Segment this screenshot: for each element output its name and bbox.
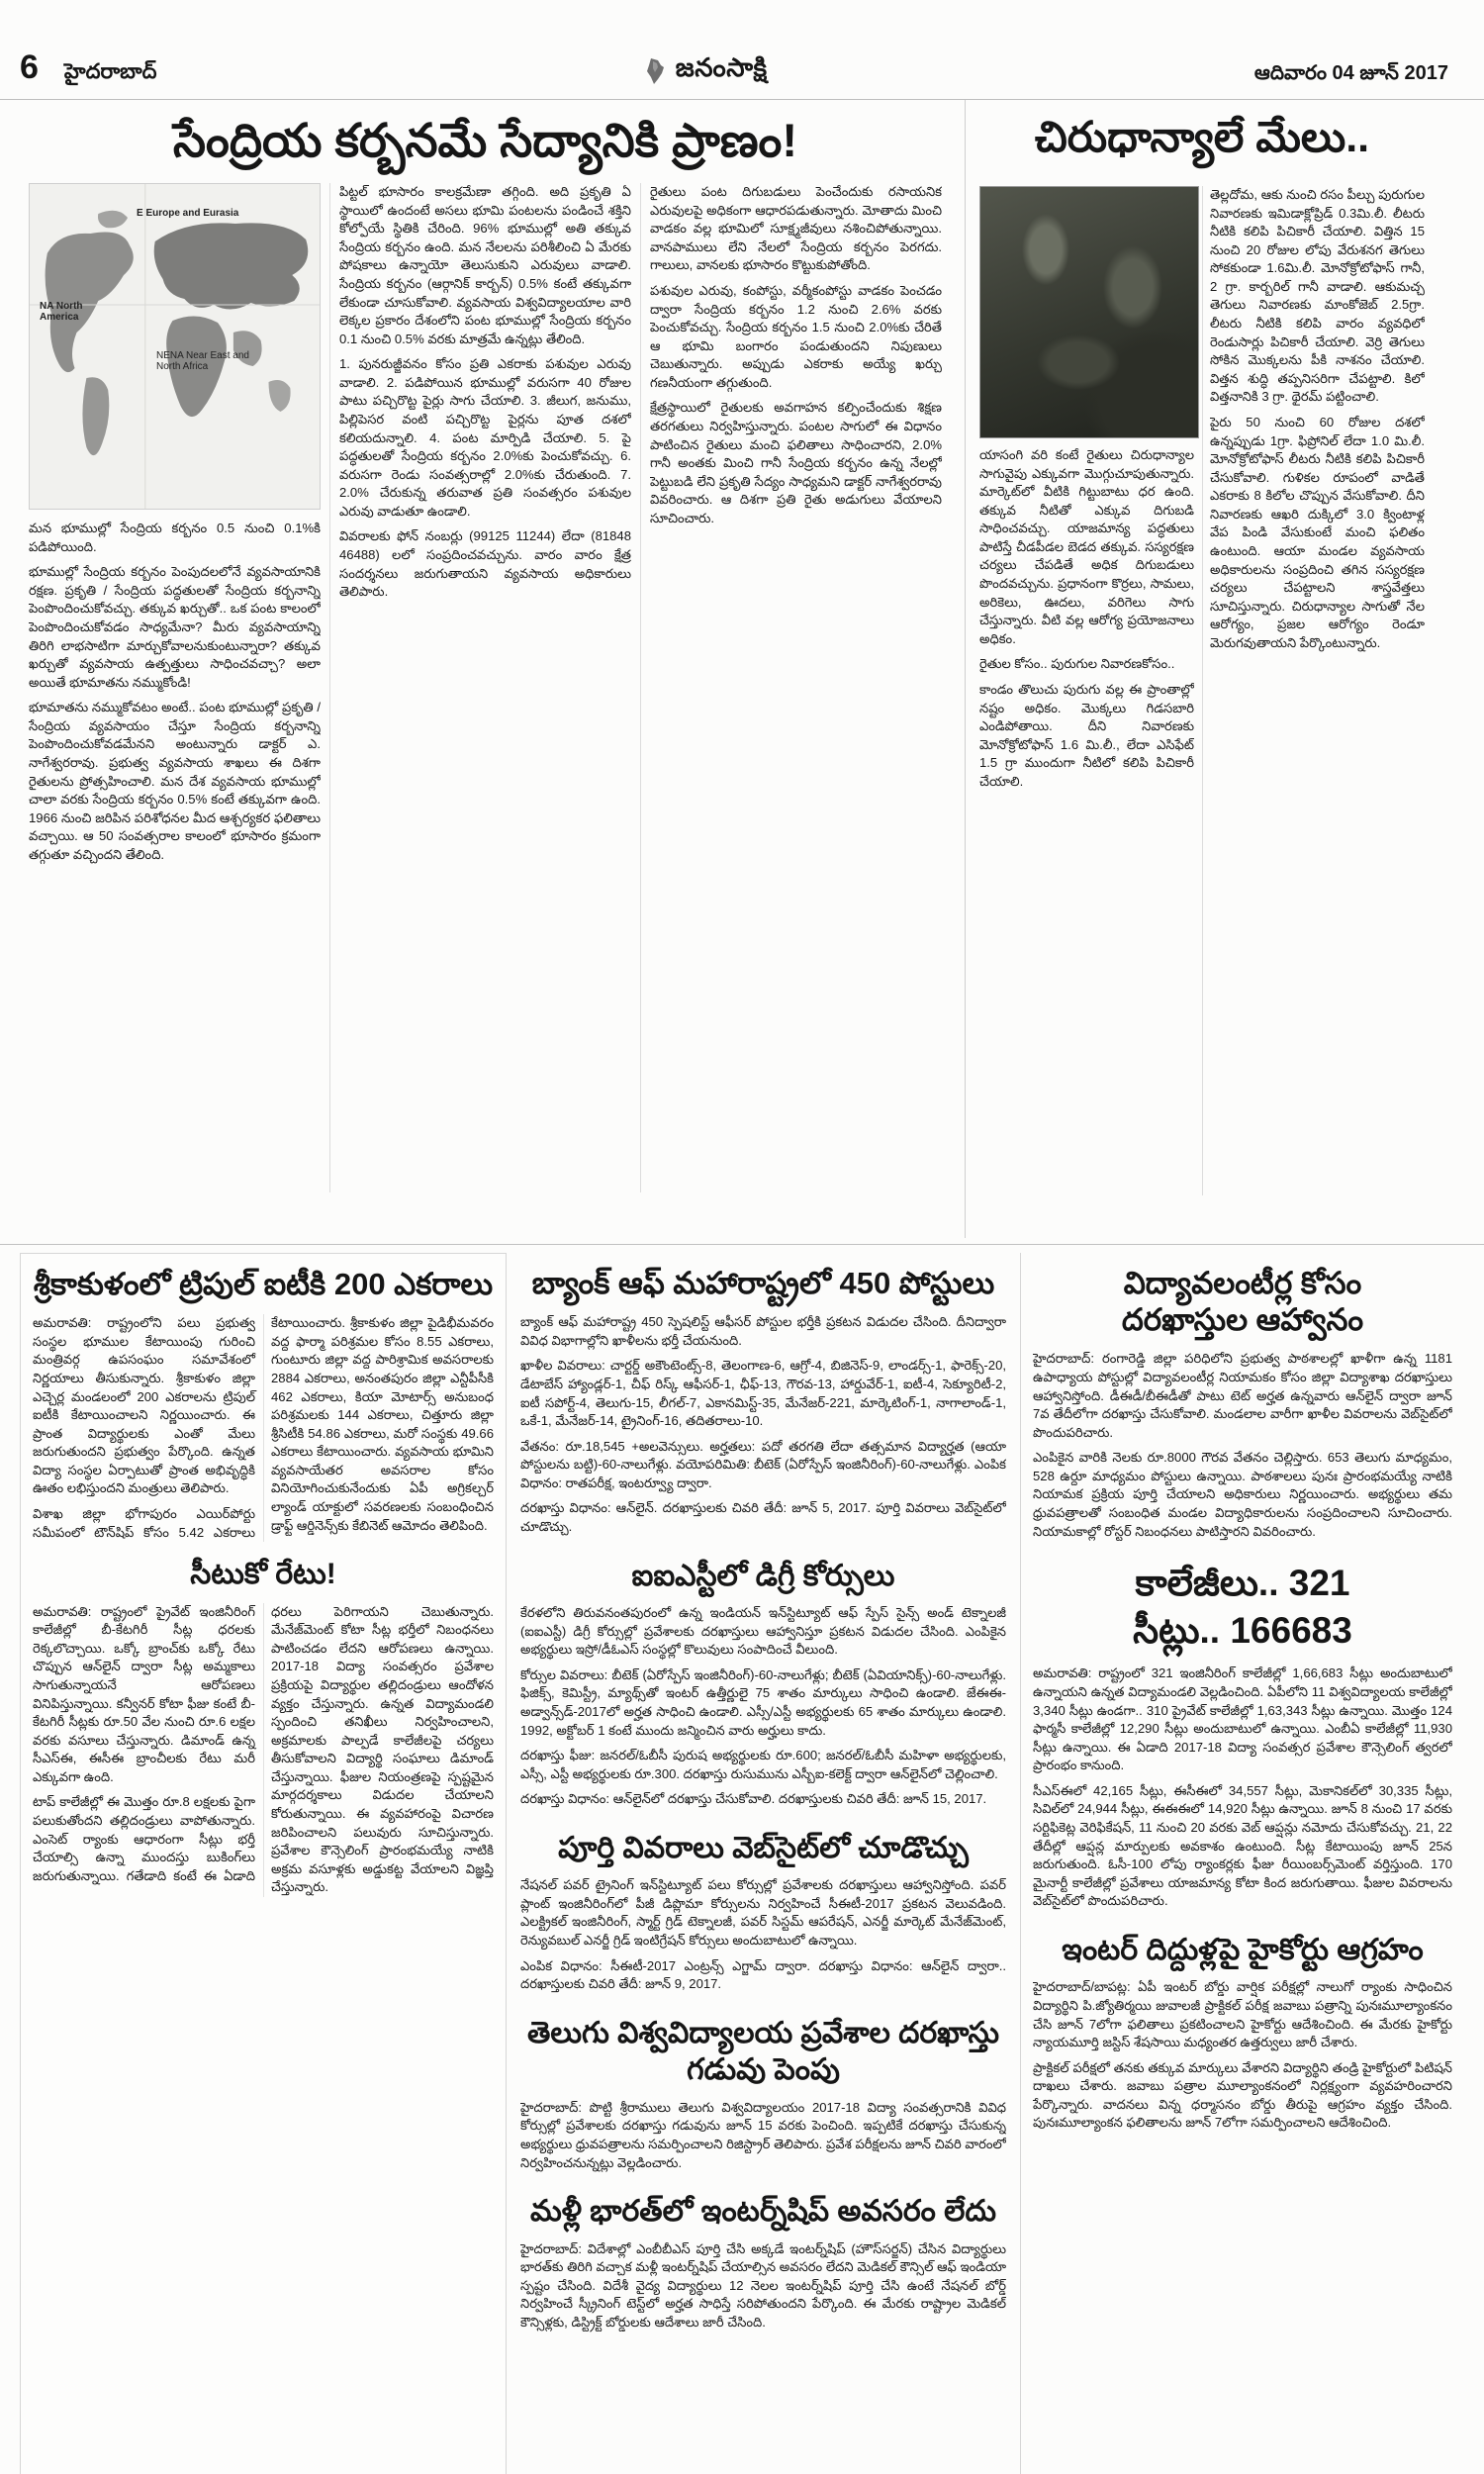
article-headline: మళ్లీ భారత్‌లో ఇంటర్న్‌షిప్ అవసరం లేదు [529,2195,997,2229]
article-body [520,2099,1006,2179]
paragraph: మన భూముల్లో సేంద్రియ కర్బనం 0.5 నుంచి 0.1%కి పడిపోయింది. [29,521,321,554]
article-organic-carbon [20,100,965,1238]
article-body [520,2240,1006,2339]
paragraph: పైరు 50 నుంచి 60 రోజుల దశలో ఉన్నప్పుడు 1గ్రా. ఫిప్రోనిల్ లేదా 1.0 మి.లీ. మోనోక్రోటోఫాస్ లీటరు నీటికి కలిపి పిచికారీ చేసుకోవాలి. గుళికల రూపంలో వాడితే ఎకరాకు 8 కిలోల చొప్పున వేసుకోవాలి. దీని నివారణకు ఆఖరి దుక్కిలో 3.0 క్వింటాళ్ల వేప పిండి వేసుకుంటే మంచి ఫలితం ఉంటుంది. ఆయా మండల వ్యవసాయ అధికారులను సంప్రదించి తగిన సస్యరక్షణ చర్యలు చేపట్టాలని శాస్త్రవేత్తలు సూచిస్తున్నారు. చిరుధాన్యాల సాగుతో నేల ఆరోగ్యం, ప్రజల ఆరోగ్యం రెండూ మెరుగవుతాయని పేర్కొంటున్నారు. [1210,414,1425,650]
article-column-1 [20,183,329,1192]
article-headline: బ్యాంక్ ఆఫ్ మహారాష్ట్రలో 450 పోస్టులు [531,1266,995,1300]
article-headline-line2: సీట్లు.. 166683 [1133,1610,1352,1652]
article-body [520,1876,1006,2000]
paragraph: నేషనల్ పవర్ ట్రైనింగ్ ఇన్‌స్టిట్యూట్ పలు కోర్సుల్లో ప్రవేశాలకు దరఖాస్తులు ఆహ్వానిస్తోంది. పవర్ ప్లాంట్ ఇంజినీరింగ్‌లో పీజీ డిప్లొమా కోర్సులను నిర్వహించే సీఈటీ-2017 ప్రకటన వెలువడింది. ఎలక్ట్రికల్ ఇంజినీరింగ్, స్మార్ట్ గ్రిడ్ టెక్నాలజీ, పవర్ సిస్టమ్ ఆపరేషన్, ఎనర్జీ మార్కెట్ మేనేజ్‌మెంట్, రెన్యువబుల్ ఎనర్జీ గ్రిడ్ ఇంటిగ్రేషన్ కోర్సులు అందుబాటులో ఉన్నాయి. [520,1877,1006,1949]
article-body-col2 [1210,186,1425,659]
article-headline: ఐఐఎస్టీలో డిగ్రీ కోర్సులు [631,1559,895,1592]
paragraph: సీఎస్ఈలో 42,165 సీట్లు, ఈసీఈలో 34,557 సీట్లు, మెకానికల్‌లో 30,335 సీట్లు, సివిల్‌లో 24,944 సీట్లు, ఈఈఈలో 14,920 సీట్లు ఉన్నాయి. జూన్ 8 నుంచి 17 వరకు సర్టిఫికెట్ల వెరిఫికేషన్, 11 నుంచి 20 వరకు వెబ్ ఆప్షన్లు నమోదు చేసుకోవచ్చు. 21, 22 తేదీల్లో ఆప్షన్ల మార్పులకు అవకాశం ఉంటుంది. సీట్ల కేటాయింపు జూన్ 25న జరుగుతుంది. ఓసీ-100 లోపు ర్యాంకర్లకు ఫీజు రీయింబర్స్‌మెంట్ వర్తిస్తుంది. 170 మైనార్టీ కాలేజీల్లో ప్రవేశాలు యాజమాన్య కోటా కింద జరుగుతాయి. ఫీజుల వివరాలను వెబ్‌సైట్‌లో పొందుపరిచారు. [1033,1782,1452,1909]
newspaper-name: జనంసాక్షి [675,52,768,82]
millet-crop-photo [979,186,1199,438]
map-label-north-america: NA North America [40,301,83,324]
paragraph: హైదరాబాద్: రంగారెడ్డి జిల్లా పరిధిలోని ప్రభుత్వ పాఠశాలల్లో ఖాళీగా ఉన్న 1181 ఉపాధ్యాయ పోస్టుల్లో విద్యావలంటీర్ల నియామకం కోసం జిల్లా విద్యాశాఖ దరఖాస్తులు ఆహ్వానిస్తోంది. డీఈడీ/బీఈడీతో పాటు టెట్ అర్హత ఉన్నవారు ఆన్‌లైన్ ద్వారా జూన్ 7వ తేదీలోగా దరఖాస్తు చేసుకోవాలి. మండలాల వారీగా ఖాళీల వివరాలను వెబ్‌సైట్‌లో పొందుపరిచారు. [1033,1351,1452,1440]
article-internship [520,2193,1006,2338]
article-headline: తెలుగు విశ్వవిద్యాలయ ప్రవేశాల దరఖాస్తు గడువు పెంపు [526,2016,999,2087]
article-body [520,1604,1006,1816]
paragraph: టాప్ కాలేజీల్లో ఈ మొత్తం రూ.8 లక్షలకు పైగా పలుకుతోందని తల్లిదండ్రులు వాపోతున్నారు. ఎంసెట్ ర్యాంకు ఆధారంగా సీట్లు భర్తీ చేయాల్సి ఉన్నా ముందస్తు బుకింగ్‌లు జరుగుతున్నాయి. గతేడాది కంటే ఈ ఏడాది ధరలు పెరిగాయని చెబుతున్నారు. మేనేజ్‌మెంట్ కోటా సీట్ల భర్తీలో నిబంధనలు పాటించడం లేదని ఆరోపణలు ఉన్నాయి. 2017-18 విద్యా సంవత్సరం ప్రవేశాల ప్రక్రియపై విద్యార్థుల తల్లిదండ్రులు ఆందోళన వ్యక్తం చేస్తున్నారు. ఉన్నత విద్యామండలి స్పందించి తనిఖీలు నిర్వహించాలని, అక్రమాలకు పాల్పడే కాలేజీలపై చర్యలు తీసుకోవాలని విద్యార్థి సంఘాలు డిమాండ్ చేస్తున్నాయి. ఫీజుల నియంత్రణపై స్పష్టమైన మార్గదర్శకాలు విడుదల చేయాలని కోరుతున్నాయి. ఈ వ్యవహారంపై విచారణ జరిపించాలని పలువురు సూచిస్తున్నారు. ప్రవేశాల కౌన్సెలింగ్ ప్రారంభమయ్యే నాటికి అక్రమ వసూళ్లకు అడ్డుకట్ట వేయాలని విజ్ఞప్తి చేస్తున్నారు. [33,1603,494,1895]
article-body-col2 [339,183,631,609]
paragraph: పశువుల ఎరువు, కంపోస్టు, వర్మీకంపోస్టు వాడకం పెంచడం ద్వారా సేంద్రియ కర్బనం 1.2 నుంచి 2.6% వరకు పెంచుకోవచ్చు. సేంద్రియ కర్బనం 1.5 నుంచి 2.0%కు చేరితే ఆ భూమి బంగారం పండుతుందని నిపుణులు చెబుతున్నారు. అప్పుడు ఎకరాకు అయ్యే ఖర్చు గణనీయంగా తగ్గుతుంది. [650,282,942,390]
sub-article-headline: సీటుకో రేటు! [190,1558,336,1591]
masthead [0,0,1484,100]
article-body-col3 [650,183,942,534]
article-website-details [520,1830,1006,2001]
top-section [0,100,1484,1238]
paragraph: కోర్సుల వివరాలు: బీటెక్ (ఏరోస్పేస్ ఇంజినీరింగ్)-60-నాలుగేళ్లు; బీటెక్ (ఏవియానిక్స్)-60-నాలుగేళ్లు. ఫిజిక్స్, కెమిస్ట్రీ, మ్యాథ్స్‌తో ఇంటర్ ఉత్తీర్ణులై 75 శాతం మార్కులు సాధించి ఉండాలి. జేఈఈ-అడ్వాన్స్‌డ్-2017లో అర్హత సాధించి ఉండాలి. ఎస్సీ/ఎస్టీ అభ్యర్థులకు 65 శాతం మార్కులు ఉండాలి. 1992, అక్టోబర్ 1 కంటే ముందు జన్మించిన వారు అర్హులు కాదు. [520,1666,1006,1738]
newspaper-logo-icon [644,57,668,85]
article-headline: శ్రీకాకుళంలో ట్రిపుల్ ఐటీకి 200 ఎకరాలు [33,1267,494,1301]
article-body [1033,1978,1452,2140]
paragraph: కాండం తొలుచు పురుగు వల్ల ఈ ప్రాంతాల్లో నష్టం అధికం. మొక్కలు గిడసబారి ఎండిపోతాయి. దీని నివారణకు మోనోక్రోటోఫాస్ 1.6 మి.లీ., లేదా ఎసిఫేట్ 1.5 గ్రా ముందుగా నీటిలో కలిపి పిచికారీ చేయాలి. [979,681,1194,789]
article-headline: ఇంటర్ దిద్దుళ్లపై హైకోర్టు ఆగ్రహం [1062,1933,1424,1966]
map-label-nena: NENA Near East and North Africa [156,350,249,373]
article-body [33,1314,494,1542]
paragraph: కేరళలోని తిరువనంతపురంలో ఉన్న ఇండియన్ ఇన్‌స్టిట్యూట్ ఆఫ్ స్పేస్ సైన్స్ అండ్ టెక్నాలజీ (ఐఐఎస్టీ) డిగ్రీ కోర్సుల్లో ప్రవేశాలకు దరఖాస్తులు ఆహ్వానిస్తూ ప్రకటన విడుదల చేసింది. ఎంపికైన అభ్యర్థులు ఇస్రో/డీఓఎస్ సంస్థల్లో కొలువులు సంపాదించే వీలుంది. [520,1605,1006,1658]
paragraph: హైదరాబాద్: విదేశాల్లో ఎంబీబీఎస్ పూర్తి చేసి అక్కడే ఇంటర్న్‌షిప్ (హౌస్‌సర్జన్) చేసిన విద్యార్థులు భారత్‌కు తిరిగి వచ్చాక మళ్లీ ఇంటర్న్‌షిప్ చేయాల్సిన అవసరం లేదని మెడికల్ కౌన్సిల్ ఆఫ్ ఇండియా స్పష్టం చేసింది. విదేశీ వైద్య విద్యార్థులు 12 నెలల ఇంటర్న్‌షిప్ పూర్తి చేసి ఉంటే నేషనల్ బోర్డ్ నిర్వహించే స్క్రీనింగ్ టెస్ట్‌లో అర్హత సాధిస్తే సరిపోతుందని పేర్కొంది. ఈ మేరకు రాష్ట్రాల మెడికల్ కౌన్సిళ్లకు, డిస్ట్రిక్ట్ బోర్డులకు ఆదేశాలు జారీ చేసింది. [520,2240,1006,2330]
paragraph: 1. పునరుజ్జీవనం కోసం ప్రతి ఎకరాకు పశువుల ఎరువు వాడాలి. 2. పడిపోయిన భూముల్లో వరుసగా 40 రోజుల పాటు పచ్చిరొట్ట పైర్లు సాగు చేయాలి. 3. జీలుగ, జనుము, పిల్లిపెసర వంటి పచ్చిరొట్ట పైర్లను పూత దశలో కలియదున్నాలి. 4. పంట మార్పిడి చేయాలి. 5. పై పద్ధతులతో సేంద్రియ కర్బనం 2.0%కు పెంచుకోవచ్చు. 6. వరుసగా రెండు సంవత్సరాల్లో 2.0%కు చేరుతుంది. 7. 2.0% చేరుకున్న తరువాత ప్రతి సంవత్సరం పశువుల ఎరువు వాడుతూ ఉండాలి. [339,356,631,519]
paragraph: యాసంగి వరి కంటే రైతులు చిరుధాన్యాల సాగువైపు ఎక్కువగా మొగ్గుచూపుతున్నారు. మార్కెట్‌లో వీటికి గిట్టుబాటు ధర ఉంది. తక్కువ నీటితో ఎక్కువ దిగుబడి సాధించవచ్చు. యాజమాన్య పద్ధతులు పాటిస్తే చీడపీడల బెడద తక్కువ. సస్యరక్షణ చర్యలు చేపడితే అధిక దిగుబడులు పొందవచ్చును. ప్రధానంగా కొర్రలు, సామలు, అరికెలు, ఊదలు, వరిగెలు సాగు చేస్తున్నారు. వీటి వల్ల ఆరోగ్య ప్రయోజనాలు అధికం. [979,447,1194,646]
article-iist-degree [520,1558,1006,1816]
article-engineering-colleges [1033,1560,1452,1918]
article-headline-line2: దరఖాస్తుల ఆహ్వానం [1121,1302,1364,1338]
paragraph: విశాఖ జిల్లా భోగాపురం ఎయిర్‌పోర్టు సమీపంలో టౌన్‌షిప్ కోసం 5.42 ఎకరాలు కేటాయించారు. శ్రీకాకుళం జిల్లా పైడిభీమవరం వద్ద ఫార్మా పరిశ్రమల కోసం 8.55 ఎకరాలు, గుంటూరు జిల్లా వద్ద పారిశ్రామిక అవసరాలకు 2884 ఎకరాలు, అనంతపురం జిల్లా ఎన్టీపీసీకి 462 ఎకరాలు, కియా మోటార్స్ అనుబంధ పరిశ్రమలకు 144 ఎకరాలు, చిత్తూరు జిల్లా శ్రీసిటీకి 54.86 ఎకరాలు, మరో సంస్థకు 49.66 ఎకరాలు కేటాయించారు. వ్యవసాయ భూమిని వ్యవసాయేతర అవసరాల కోసం వినియోగించుకునేందుకు ఏపీ అగ్రికల్చర్ ల్యాండ్ యాక్టులో సవరణలకు సంబంధించిన డ్రాఫ్ట్ ఆర్డినెన్స్‌కు కేబినెట్ ఆమోదం తెలిపింది. [33,1315,494,1540]
paragraph: భూముల్లో సేంద్రియ కర్బనం పెంపుదలలోనే వ్యవసాయానికి రక్షణ. ప్రకృతి / సేంద్రియ పద్ధతులతో సేంద్రియ కర్బనాన్ని పెంపొందించుకోవచ్చు. తక్కువ ఖర్చుతో.. ఒక పంట కాలంలో పెంపొందించుకోవడం సాధ్యమేనా? మీరు వ్యవసాయాన్ని తిరిగి లాభసాటిగా మార్చుకోవాలనుకుంటున్నారా? తక్కువ ఖర్చుతో వ్యవసాయ ఉత్పత్తులు సాధించవచ్చా? అలా అయితే భూమాతను నమ్ముకోండి! [29,564,321,690]
article-column-2 [329,183,640,1192]
article-inter-highcourt [1033,1932,1452,2140]
article-headline: పూర్తి వివరాలు వెబ్‌సైట్‌లో చూడొచ్చు [558,1831,969,1864]
map-label-europe-eurasia: E Europe and Eurasia [137,208,239,220]
world-map-graphic [29,183,321,510]
paragraph: పిట్టల్ భూసారం కాలక్రమేణా తగ్గింది. అది ప్రకృతి ఏ స్థాయిలో ఉందంటే అసలు భూమి పంటలను పండించే శక్తిని కోల్పోయే స్థితికి చేరింది. 96% భూముల్లో అతి తక్కువ సేంద్రియ కర్బనం ఉంది. మన నేలలను పరిశీలించి ఏ మేరకు పోషకాలు ఉన్నాయో తెలుసుకుని ఎరువులు వాడాలి. సేంద్రియ కర్బనం (ఆర్గానిక్ కార్బన్) 0.5% కంటే తక్కువగా లేకుండా చూసుకోవాలి. వ్యవసాయ విశ్వవిద్యాలయాల వారి లెక్కల ప్రకారం దేశంలోని పంట భూముల్లో సేంద్రియ కర్బనం 0.1 నుంచి 0.5% వరకు మాత్రమే ఉన్నట్లు తేలింది. [339,184,631,346]
paragraph: దరఖాస్తు ఫీజు: జనరల్/ఓబీసీ పురుష అభ్యర్థులకు రూ.600; జనరల్/ఓబీసీ మహిళా అభ్యర్థులకు, ఎస్సీ, ఎస్టీ అభ్యర్థులకు రూ.300. దరఖాస్తు రుసుమును ఎస్బీఐ-కలెక్ట్ ద్వారా ఆన్‌లైన్‌లో చెల్లించాలి. [520,1748,1006,1781]
article-millets [965,100,1425,1238]
article-triple-it [20,1253,507,2474]
paragraph: అమరావతి: రాష్ట్రంలోని పలు ప్రభుత్వ సంస్థల భూముల కేటాయింపు గురించి మంత్రివర్గ ఉపసంఘం సమావేశంలో నిర్ణయాలు తీసుకున్నారు. శ్రీకాకుళం జిల్లా ఎచ్చెర్ల మండలంలో 200 ఎకరాలను ట్రిపుల్ ఐటీకి కేటాయించాలని నిర్ణయించారు. ఈ ప్రాంత విద్యార్థులకు ఎంతో మేలు జరుగుతుందని ప్రభుత్వం పేర్కొంది. ఉన్నత విద్యా సంస్థల ఏర్పాటుతో ప్రాంత అభివృద్ధికి ఊతం లభిస్తుందని మంత్రులు తెలిపారు. [33,1315,255,1496]
paragraph: రైతులు పంట దిగుబడులు పెంచేందుకు రసాయనిక ఎరువులపై అధికంగా ఆధారపడుతున్నారు. మోతాదు మించి వాడకం వల్ల భూమిలో సూక్ష్మజీవులు నశించిపోతున్నాయి. వానపాములు లేని నేలలో సేంద్రియ కర్బనం పెరగదు. గాలులు, వానలకు భూసారం కొట్టుకుపోతోంది. [650,184,942,273]
paragraph: తెల్లదోమ, ఆకు నుంచి రసం పీల్చు పురుగుల నివారణకు ఇమిడాక్లోప్రిడ్ 0.3మి.లీ. లీటరు నీటికి కలిపి పిచికారీ చేయాలి. విత్తిన 15 నుంచి 20 రోజుల లోపు వేరుశనగ తెగులు సోకకుండా 1.6మి.లీ. మోనోక్రోటోఫాస్ గానీ, 2 గ్రా. కార్బరిల్ గానీ వాడాలి. ఆకుమచ్చ తెగులు నివారణకు మాంకోజెబ్ 2.5గ్రా. లీటరు నీటికి కలిపి వారం వ్యవధిలో రెండుసార్లు పిచికారీ చేయాలి. వెర్రి తెగులు సోకిన మొక్కలను పీకి నాశనం చేయాలి. విత్తన శుద్ధి తప్పనిసరిగా చేపట్టాలి. కిలో విత్తనానికి 3 గ్రా. థైరమ్ పట్టించాలి. [1210,187,1425,405]
paragraph: అమరావతి: రాష్ట్రంలో 321 ఇంజినీరింగ్ కాలేజీల్లో 1,66,683 సీట్లు అందుబాటులో ఉన్నాయని ఉన్నత విద్యామండలి వెల్లడించింది. ఏపీలోని 11 విశ్వవిద్యాలయ కాలేజీల్లో 3,340 సీట్లు ఉండగా.. 310 ప్రైవేట్ కాలేజీల్లో 1,63,343 సీట్లు ఉన్నాయి. మొత్తం 124 ఫార్మసీ కాలేజీల్లో 12,290 సీట్లు అందుబాటులో ఉన్నాయి. ఎంబీఏ కాలేజీల్లో 11,930 సీట్లు ఉన్నాయి. ఈ ఏడాది 2017-18 విద్యా సంవత్సర ప్రవేశాల కౌన్సెలింగ్ త్వరలో ప్రారంభం కానుంది. [1033,1665,1452,1773]
article-body-col1 [29,520,321,871]
paragraph: రైతుల కోసం.. పురుగుల నివారణకోసం.. [979,656,1175,672]
article-columns [20,183,951,1192]
page-number: 6 [20,48,39,86]
paragraph: భూమాతను నమ్ముకోవటం అంటే.. పంట భూముల్లో ప్రకృతి / సేంద్రియ వ్యవసాయం చేస్తూ సేంద్రియ కర్బనాన్ని పెంపొందించుకోవడమేనని అంటున్నారు డాక్టర్ ఎ. నాగేశ్వరరావు. ప్రభుత్వ వ్యవసాయ శాఖలు ఈ దిశగా రైతులను ప్రోత్సహించాలి. మన దేశ వ్యవసాయ భూముల్లో చాలా వరకు సేంద్రియ కర్బనం 0.5% కంటే తక్కువగా ఉంది. 1966 నుంచి జరిపిన పరిశోధనల మీద ఆశ్చర్యకర ఫలితాలు వచ్చాయి. ఆ 50 సంవత్సరాల కాలంలో భూసారం క్రమంగా తగ్గుతూ వచ్చిందని తేలింది. [29,700,321,862]
paragraph: ఎంపికైన వారికి నెలకు రూ.8000 గౌరవ వేతనం చెల్లిస్తారు. 653 తెలుగు మాధ్యమం, 528 ఉర్దూ మాధ్యమం పోస్టులు ఉన్నాయి. పాఠశాలలు పునః ప్రారంభమయ్యే నాటికి నియామక ప్రక్రియ పూర్తి చేయాలని అధికారులు నిర్ణయించారు. అభ్యర్థులు తమ ధ్రువపత్రాలతో సంబంధిత మండల విద్యాధికారులను సంప్రదించాలని సూచించారు. నియామకాల్లో రోస్టర్ నిబంధనలు పాటిస్తారని వివరించారు. [1033,1450,1452,1539]
paragraph: వేతనం: రూ.18,545 +అలవెన్సులు. అర్హతలు: పదో తరగతి లేదా తత్సమాన విద్యార్హత (ఆయా పోస్టులను బట్టి)-60-నాలుగేళ్లు. వయోపరిమితి: బీటెక్ (ఏరోస్పేస్ ఇంజినీరింగ్)-60-నాలుగేళ్లు. ఎంపిక విధానం: రాతపరీక్ష, ఇంటర్వ్యూ ద్వారా. [520,1438,1006,1490]
article-bank-maharashtra [520,1265,1006,1544]
article-column-3 [640,183,951,1192]
article-body-col1 [979,446,1194,798]
paragraph: ప్రాక్టికల్ పరీక్షలో తనకు తక్కువ మార్కులు వేశారని విద్యార్థిని తండ్రి హైకోర్టులో పిటిషన్ దాఖలు చేశారు. జవాబు పత్రాల మూల్యాంకనంలో నిర్లక్ష్యంగా వ్యవహరించారని పేర్కొన్నారు. వాదనలు విన్న ధర్మాసనం బోర్డు తీరుపై ఆగ్రహం వ్యక్తం చేసింది. పునఃమూల్యాంకన ఫలితాలను జూన్ 7లోగా సమర్పించాలని ఆదేశించింది. [1033,2059,1452,2131]
article-vidya-volunteers [1033,1265,1452,1548]
paragraph: హైదరాబాద్: పొట్టి శ్రీరాములు తెలుగు విశ్వవిద్యాలయం 2017-18 విద్యా సంవత్సరానికి వివిధ కోర్సుల్లో ప్రవేశాలకు దరఖాస్తు గడువును జూన్ 15 వరకు పెంచింది. ఇప్పటికే దరఖాస్తు చేసుకున్న అభ్యర్థులు ధ్రువపత్రాలను సమర్పించాలని రిజిస్ట్రార్ తెలిపారు. ప్రవేశ పరీక్షలను జూన్ చివరి వారంలో నిర్వహించనున్నట్లు వెల్లడించారు. [520,2099,1006,2170]
paragraph: హైదరాబాద్/బాపట్ల: ఏపీ ఇంటర్ బోర్డు వార్షిక పరీక్షల్లో నాలుగో ర్యాంకు సాధించిన విద్యార్థిని పి.జ్యోతిర్మయి జువాలజీ ప్రాక్టికల్ పరీక్ష జవాబు పత్రాన్ని పునఃమూల్యాంకనం చేసి జూన్ 7లోగా ఫలితాలు ప్రకటించాలని హైకోర్టు ఆదేశించింది. ఈ మేరకు హైకోర్టు న్యాయమూర్తి జస్టిస్ శేషసాయి మధ్యంతర ఉత్తర్వులు జారీ చేశారు. [1033,1979,1452,2050]
paragraph: దరఖాస్తు విధానం: ఆన్‌లైన్. దరఖాస్తులకు చివరి తేదీ: జూన్ 5, 2017. పూర్తి వివరాలు వెబ్‌సైట్‌లో చూడొచ్చు. [520,1500,1006,1534]
paragraph: దరఖాస్తు విధానం: ఆన్‌లైన్‌లో దరఖాస్తు చేసుకోవాలి. దరఖాస్తులకు చివరి తేదీ: జూన్ 15, 2017. [520,1791,987,1807]
masthead-left [20,50,156,89]
article-body [1033,1350,1452,1548]
paragraph: ఎంపిక విధానం: సీఈటీ-2017 ఎంట్రన్స్ ఎగ్జామ్ ద్వారా. దరఖాస్తు విధానం: ఆన్‌లైన్ ద్వారా.. దరఖాస్తులకు చివరి తేదీ: జూన్ 9, 2017. [520,1957,1006,1992]
edition-date: ఆదివారం 04 జూన్ 2017 [1253,62,1448,84]
right-column-articles [1021,1253,1464,2474]
paragraph: బ్యాంక్ ఆఫ్ మహారాష్ట్ర 450 స్పెషలిస్ట్ ఆఫీసర్ పోస్టుల భర్తీకి ప్రకటన విడుదల చేసింది. దీనిద్వారా వివిధ విభాగాల్లోని ఖాళీలను భర్తీ చేయనుంది. [520,1314,1006,1348]
sub-article-body [33,1603,494,1897]
article-columns [979,186,1425,1195]
middle-column-articles [507,1253,1021,2474]
masthead-center [644,52,768,89]
article-headline-line1: విద్యావలంటీర్ల కోసం [1123,1266,1362,1300]
article-headline: చిరుధాన్యాలే మేలు.. [1034,114,1370,161]
paragraph: అమరావతి: రాష్ట్రంలో ప్రైవేట్ ఇంజినీరింగ్ కాలేజీల్లో బీ-కేటగిరీ సీట్ల ధరలకు రెక్కలొచ్చాయి. ఒక్కో బ్రాంచ్‌కు ఒక్కో రేటు చొప్పున ఆన్‌లైన్ ద్వారా సీట్ల అమ్మకాలు సాగుతున్నాయనే ఆరోపణలు వినిపిస్తున్నాయి. కన్వీనర్ కోటా ఫీజు కంటే బీ-కేటగిరీ సీట్లకు రూ.50 వేల నుంచి రూ.6 లక్షల వరకు వసూలు చేస్తున్నారు. డిమాండ్ ఉన్న సీఎస్ఈ, ఈసీఈ బ్రాంచీలకు రేటు మరీ ఎక్కువగా ఉంది. [33,1603,255,1784]
edition-city: హైదరాబాద్ [63,60,157,83]
paragraph: ఖాళీల వివరాలు: చార్టర్డ్ అకౌంటెంట్స్-8, తెలంగాణ-6, ఆగ్రో-4, బిజినెస్-9, లాండర్స్-1, ఫారెక్స్-20, డేటాబేస్ హ్యాండ్లర్-1, చీఫ్ రిస్క్ ఆఫీసర్-1, ఛీఫ్-13, గౌరవ-13, హార్డువేర్-1, ఐటీ-4, సెక్యూరిటీ-2, ఐటీ సపోర్ట్-4, తెలుగు-15, లీగల్-7, ఎకానమిస్ట్-35, మేనేజర్-221, మార్కెటింగ్-1, నాగాలాండ్-1, ఒకే-1, మేనేజర్-14, ట్రైనింగ్-16, తదితరాలు-10. [520,1358,1006,1429]
article-telugu-university [520,2015,1006,2179]
middle-section [0,1244,1484,2474]
article-headline-line1: కాలేజీలు.. 321 [1135,1563,1350,1604]
paragraph: వివరాలకు ఫోన్ నంబర్లు (99125 11244) లేదా (81848 46488) లలో సంప్రదించవచ్చును. వారం వారం క్షేత్ర సందర్శనలు జరుగుతాయని వ్యవసాయ అధికారులు తెలిపారు. [339,528,631,600]
article-headline: సేంద్రియ కర్బనమే సేద్యానికి ప్రాణం! [173,114,797,166]
article-body [1033,1665,1452,1918]
article-body [520,1313,1006,1543]
paragraph: క్షేత్రస్థాయిలో రైతులకు అవగాహన కల్పించేందుకు శిక్షణ తరగతులు నిర్వహిస్తున్నారు. పంటల సాగులో ఈ విధానం పాటించిన రైతులు మంచి ఫలితాలు సాధించారని, 2.0% గానీ అంతకు మించి గానీ సేంద్రియ కర్బనం ఉన్న నేలల్లో పెట్టుబడి లేని ప్రకృతి సేద్యం సాధ్యమని డాక్టర్ నాగేశ్వరరావు వివరించారు. ఆ దిశగా ప్రతి రైతు అడుగులు వేయాలని సూచించారు. [650,400,942,525]
